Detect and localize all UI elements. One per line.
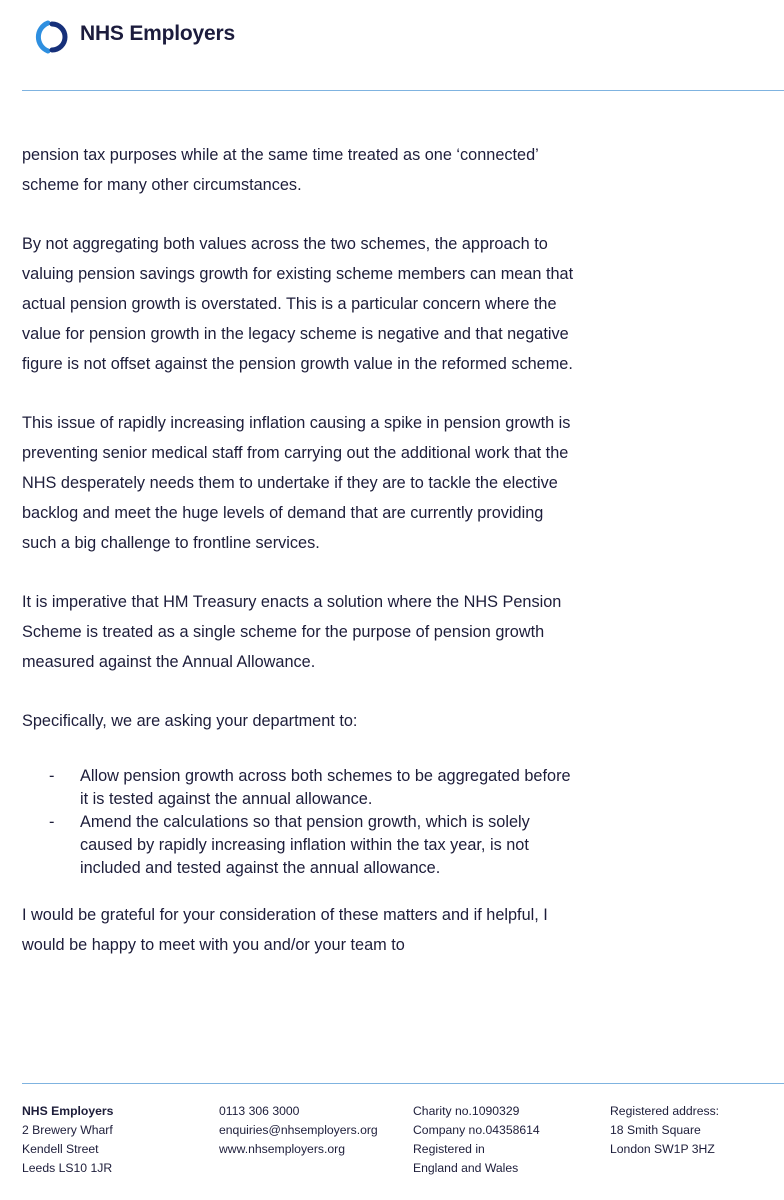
footer-line: London SW1P 3HZ	[610, 1142, 715, 1156]
letter-header	[0, 0, 784, 92]
bullet-dash: -	[49, 767, 55, 785]
list-item	[22, 811, 582, 880]
footer-line: 18 Smith Square	[610, 1123, 701, 1137]
list-item-text: Allow pension growth across both schemes to be aggregated before it is tested against the annual allowance.	[80, 767, 571, 808]
footer-registration-column	[413, 1102, 603, 1178]
footer-registered-address-column	[610, 1102, 784, 1159]
header-divider	[22, 90, 784, 91]
footer-line: Registered in	[413, 1142, 485, 1156]
list-item	[22, 765, 582, 811]
paragraph: pension tax purposes while at the same time treated as one ‘connected’ scheme for many other circumstances.	[22, 146, 539, 194]
paragraph: I would be grateful for your consideration of these matters and if helpful, I would be happy to meet with you and/or your team to	[22, 906, 548, 954]
logo-text: NHS Employers	[80, 22, 235, 45]
list-item-text: Amend the calculations so that pension growth, which is solely caused by rapidly increasing inflation within the tax year, is not included and tested against the annual allowance.	[80, 813, 530, 877]
footer-line: Kendell Street	[22, 1142, 99, 1156]
request-list	[22, 765, 582, 880]
bullet-dash: -	[49, 813, 55, 831]
footer-line: Company no.04358614	[413, 1123, 540, 1137]
footer-divider	[22, 1083, 784, 1084]
paragraph: This issue of rapidly increasing inflation causing a spike in pension growth is preventing senior medical staff from carrying out the additional work that the NHS desperately needs them to undertake if they are to tackle the elective backlog and meet the huge levels of demand that are currently providing such a big challenge to frontline services.	[22, 414, 571, 552]
paragraph: Specifically, we are asking your department to:	[22, 712, 358, 730]
footer-contact-column	[219, 1102, 409, 1159]
footer-line: England and Wales	[413, 1161, 519, 1175]
nhs-employers-logo-icon	[34, 20, 70, 54]
paragraph: It is imperative that HM Treasury enacts a solution where the NHS Pension Scheme is treated as a single scheme for the purpose of pension growth measured against the Annual Allowance.	[22, 593, 562, 671]
footer-website: www.nhsemployers.org	[219, 1142, 345, 1156]
footer-address-column	[22, 1102, 212, 1178]
footer-line: 2 Brewery Wharf	[22, 1123, 113, 1137]
footer-email: enquiries@nhsemployers.org	[219, 1123, 378, 1137]
footer-line: Leeds LS10 1JR	[22, 1161, 113, 1175]
footer-phone: 0113 306 3000	[219, 1104, 300, 1118]
footer-line: Charity no.1090329	[413, 1104, 520, 1118]
paragraph: By not aggregating both values across the two schemes, the approach to valuing pension savings growth for existing scheme members can mean that actual pension growth is overstated. This is a particular concern where the value for pension growth in the legacy scheme is negative and that negative figure is not offset against the pension growth value in the reformed scheme.	[22, 235, 574, 373]
footer-line: Registered address:	[610, 1104, 720, 1118]
letter-body	[22, 140, 582, 989]
footer-org-name: NHS Employers	[22, 1104, 114, 1118]
